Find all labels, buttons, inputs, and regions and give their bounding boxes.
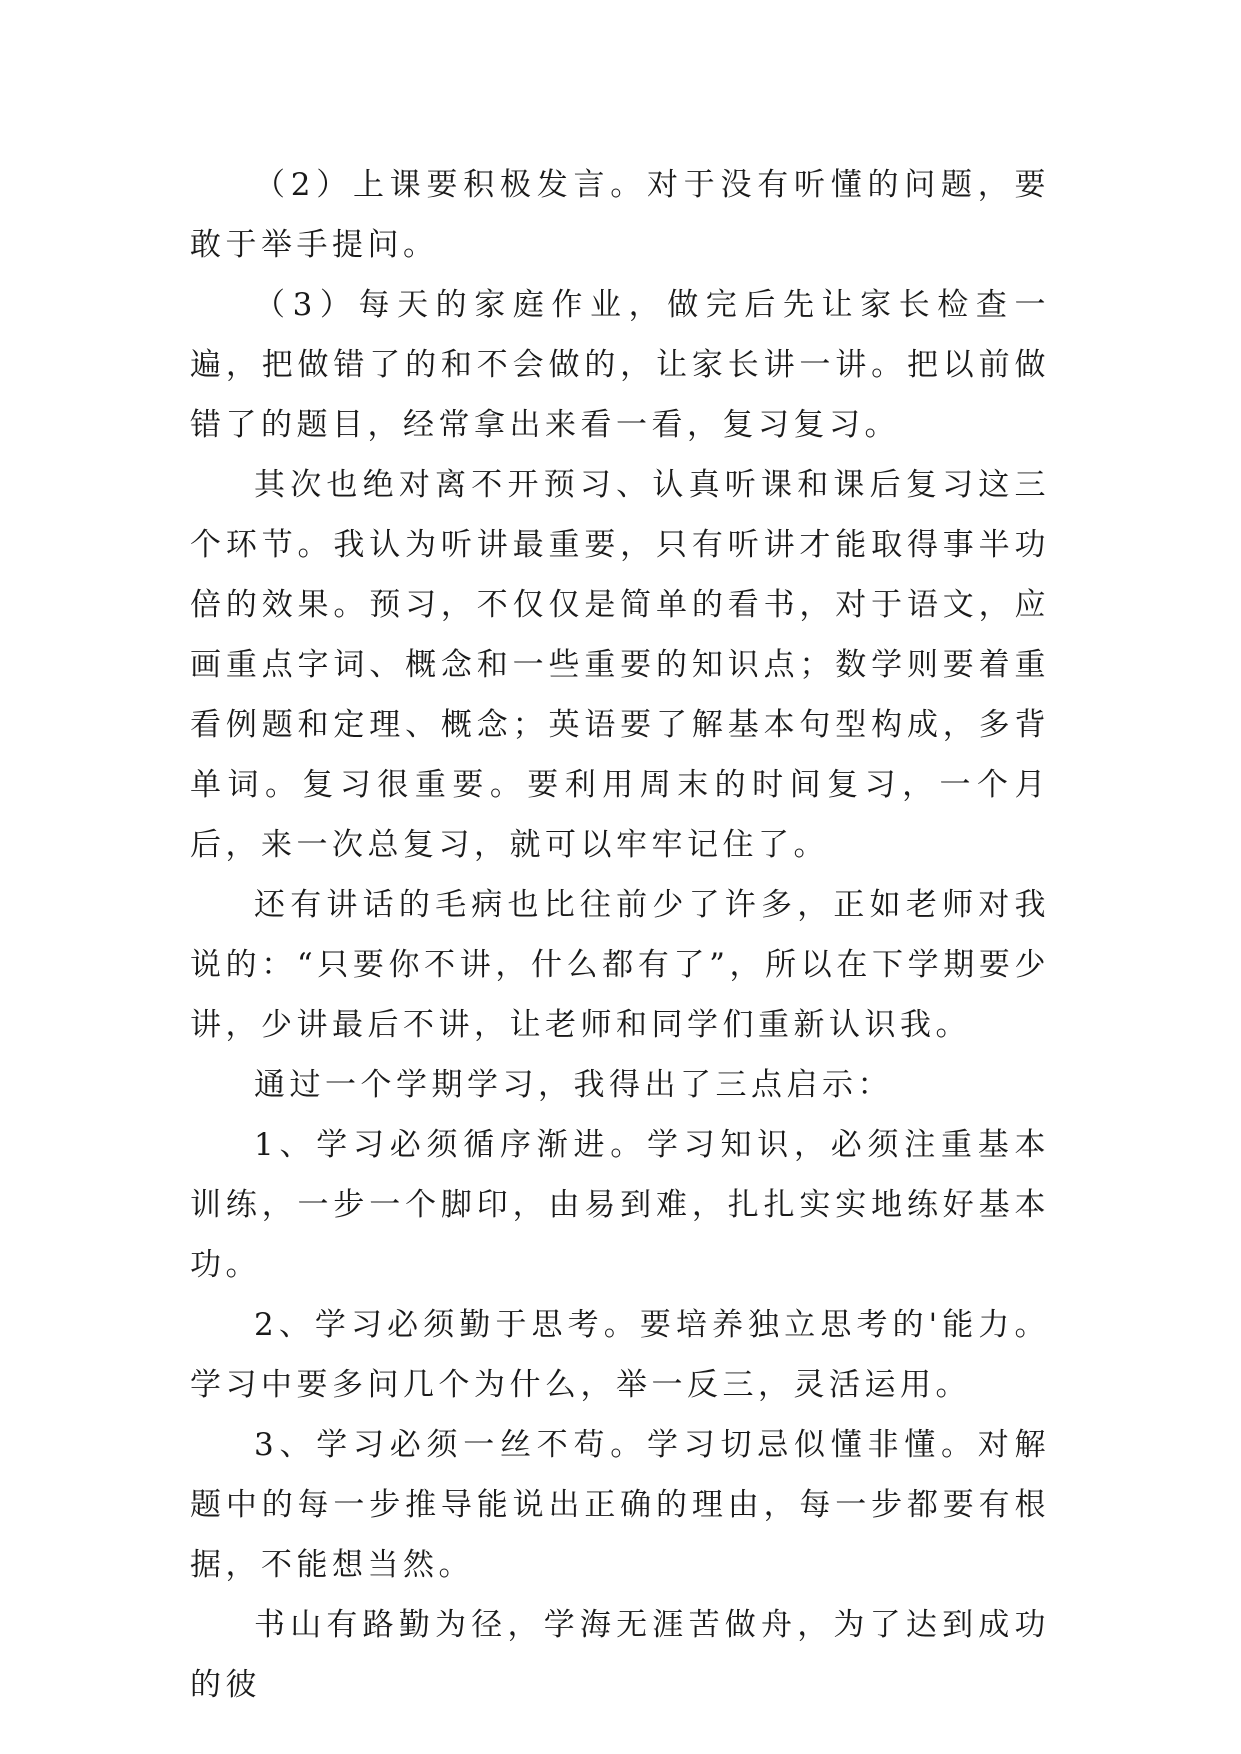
paragraph-study-steps: 其次也绝对离不开预习、认真听课和课后复习这三个环节。我认为听讲最重要，只有听讲才能取得事半功倍的效果。预习，不仅仅是简单的看书，对于语文，应画重点字词、概念和一些重要的知识点；数学则要着重看例题和定理、概念；英语要了解基本句型构成，多背单词。复习很重要。要利用周末的时间复习，一个月后，来一次总复习，就可以牢牢记住了。 — [190, 467, 1050, 863]
paragraph-lesson-one: 1、学习必须循序渐进。学习知识，必须注重基本训练，一步一个脚印，由易到难，扎扎实实地练好基本功。 — [190, 1127, 1050, 1283]
paragraph-homework-review: （3）每天的家庭作业，做完后先让家长检查一遍，把做错了的和不会做的，让家长讲一讲。把以前做错了的题目，经常拿出来看一看，复习复习。 — [190, 287, 1050, 443]
paragraph-talking-habit: 还有讲话的毛病也比往前少了许多，正如老师对我说的：“只要你不讲，什么都有了”，所以在下学期要少讲，少讲最后不讲，让老师和同学们重新认识我。 — [190, 887, 1050, 1043]
document-body — [190, 155, 1050, 1715]
paragraph-lesson-three: 3、学习必须一丝不苟。学习切忌似懂非懂。对解题中的每一步推导能说出正确的理由，每一步都要有根据，不能想当然。 — [190, 1427, 1050, 1583]
paragraph-class-participation: （2）上课要积极发言。对于没有听懂的问题，要敢于举手提问。 — [190, 167, 1050, 263]
paragraph-three-lessons-intro: 通过一个学期学习，我得出了三点启示： — [254, 1067, 893, 1103]
paragraph-closing: 书山有路勤为径，学海无涯苦做舟，为了达到成功的彼 — [190, 1607, 1050, 1703]
paragraph-lesson-two: 2、学习必须勤于思考。要培养独立思考的'能力。学习中要多问几个为什么，举一反三，灵活运用。 — [190, 1307, 1050, 1403]
